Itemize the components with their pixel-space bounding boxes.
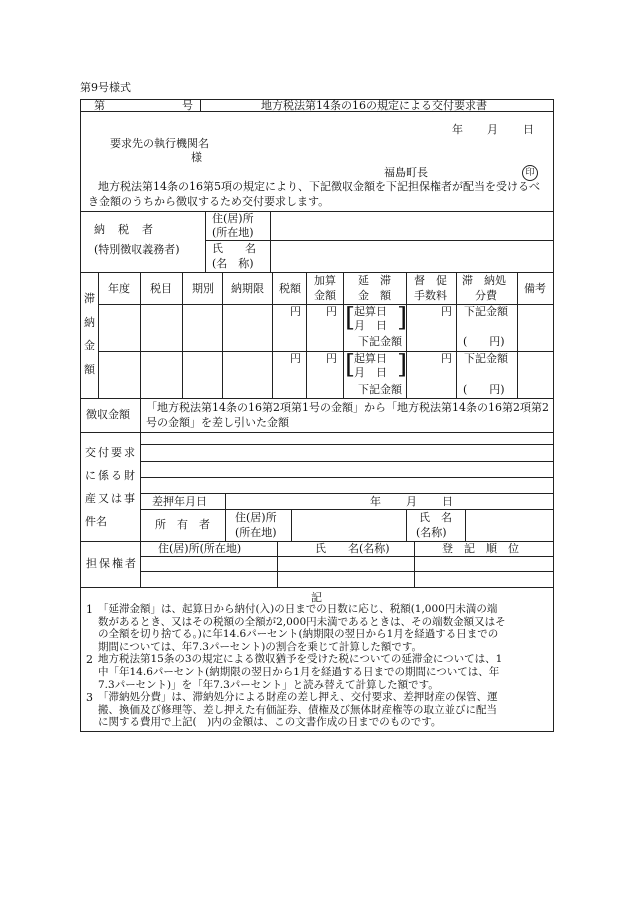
col-period: 期別 [192, 282, 214, 295]
note-2-num: 2 [86, 653, 93, 667]
vrule-arrears-9 [517, 272, 518, 398]
row1-additional-yen: 円 [326, 305, 337, 318]
col-delinquency-1: 延 滞 [358, 274, 391, 287]
taxpayer-sub-label: (特別徴収義務者) [94, 243, 180, 256]
taxpayer-name-sub: (名 称) [212, 257, 254, 270]
collection-label: 徴収金額 [86, 408, 130, 421]
arrears-side-3: 金 [84, 339, 95, 352]
vrule-owner-4 [465, 509, 466, 541]
rule-arrears-end [80, 398, 554, 399]
rule-taxpayer-end [80, 272, 554, 273]
col-demand-1: 督 促 [414, 274, 447, 287]
sender-name: 福島町長 [384, 166, 428, 179]
vrule-security-1 [277, 541, 278, 587]
rule-property-2 [140, 461, 554, 462]
taxpayer-name-label: 氏 名 [212, 242, 256, 255]
row2-additional-yen: 円 [326, 352, 337, 365]
vrule-arrears-3 [222, 272, 223, 398]
seizure-year: 年 [370, 495, 381, 508]
col-tax-amount: 税額 [279, 282, 301, 295]
date-day: 日 [523, 123, 534, 136]
owner-name-sub: (名称) [416, 526, 447, 539]
recipient-label: 要求先の執行機関名 [110, 137, 209, 150]
row1-bracket-left: [ [345, 303, 356, 333]
col-due-date: 納期限 [231, 282, 264, 295]
date-year: 年 [452, 123, 463, 136]
security-label: 担保権者 [86, 557, 138, 570]
note-1-num: 1 [86, 603, 93, 616]
rule-security-row1 [140, 571, 554, 572]
rule-seizure-top [140, 493, 554, 494]
note-2-line-1: 地方税法第15条の3の規定による徴収猶予を受けた税についての延滞金については、1 [98, 653, 503, 666]
vrule-owner-2 [291, 509, 292, 541]
note-3-line-1: 「滞納処分費」は、滞納処分による財産の差し押え、交付要求、差押財産の保管、運 [98, 691, 498, 704]
arrears-side-4: 額 [84, 363, 95, 376]
row2-bracket-left: [ [345, 350, 356, 380]
rule-security-header [140, 556, 554, 557]
owner-address-sub: (所在地) [235, 526, 277, 539]
vrule-arrears-4 [272, 272, 273, 398]
vrule-taxpayer-2 [270, 211, 271, 272]
row1-start-date: 起算日 [354, 305, 387, 318]
note-1-line-4: 期間については、年7.3パーセント)の割合を乗じて計算した額です。 [98, 640, 423, 653]
row1-tax-yen: 円 [290, 305, 301, 318]
recipient-honorific: 様 [191, 151, 202, 164]
vrule-security-label [140, 541, 141, 587]
row2-tax-yen: 円 [290, 352, 301, 365]
seizure-day: 日 [442, 495, 453, 508]
col-year: 年度 [108, 282, 130, 295]
security-rank-header: 登 記 順 位 [442, 542, 519, 555]
note-1-line-3: の全額を切り捨てる。)に年14.6パーセント(納期限の翌日から1月を経過する日までの [98, 628, 499, 641]
date-month: 月 [487, 123, 498, 136]
row1-disposal-yen: ( 円) [463, 335, 505, 348]
taxpayer-label: 納 税 者 [94, 223, 154, 236]
col-demand-2: 手数料 [414, 289, 447, 302]
form-number: 第9号様式 [80, 81, 131, 94]
row1-demand-yen: 円 [441, 305, 452, 318]
col-additional-2: 金額 [314, 289, 336, 302]
note-2-line-2: 中「年14.6パーセント(納期限の翌日から1月を経過する日までの期間については、年 [98, 666, 500, 678]
vrule-property-label [140, 432, 141, 541]
property-label-3: 産又は事 [85, 492, 137, 505]
arrears-side-2: 納 [84, 316, 95, 329]
note-3-line-2: 搬、換価及び修理等、差し押えた有価証券、債権及び無体財産権等の取立並びに配当 [98, 703, 497, 716]
property-label-2: に係る財 [85, 469, 137, 482]
note-3-num: 3 [86, 691, 93, 705]
seizure-month: 月 [406, 495, 417, 508]
vrule-security-2 [414, 541, 415, 587]
note-1-line-1: 「延滞金額」は、起算日から納付(入)の日までの日数に応じ、税額(1,000円未満の端 [98, 603, 498, 615]
taxpayer-address-sub: (所在地) [212, 226, 254, 239]
row2-month-day: 月 日 [354, 366, 387, 379]
owner-label: 所 有 者 [155, 518, 210, 531]
vrule-arrears-side [98, 272, 99, 398]
rule-property-1 [140, 444, 554, 445]
arrears-side-1: 滞 [84, 292, 95, 305]
row2-disposal-below: 下記金額 [464, 352, 508, 365]
security-address-header: 住(居)所(所在地) [158, 542, 242, 555]
col-delinquency-2: 金 額 [358, 289, 391, 302]
rule-collection-end [80, 432, 554, 433]
taxpayer-address-label: 住(居)所 [212, 212, 254, 225]
row1-bracket-right: ] [397, 303, 408, 333]
vrule-arrears-2 [182, 272, 183, 398]
property-label-4: 件名 [85, 515, 107, 528]
request-body: 地方税法第14条の16第5項の規定により、下記徴収金額を下記担保権者が配当を受けるべき金額のうちから徴収するため交付要求します。 [88, 180, 540, 208]
collection-text: 「地方税法第14条の16第2項第1号の金額」から「地方税法第14条の16第2項第2号の金額」を差し引いた金額 [146, 401, 549, 429]
rule-property-3 [140, 477, 554, 478]
rule-taxpayer-mid [205, 240, 554, 241]
rule-seizure-bottom [140, 509, 554, 510]
security-name-header: 氏 名(名称) [315, 542, 390, 555]
form-title: 地方税法第14条の16の規定による交付要求書 [261, 99, 487, 112]
vrule-owner-1 [225, 509, 226, 541]
col-disposal-2: 分費 [475, 289, 497, 302]
note-3-line-3: に関する費用で上記( )内の金額は、この文書作成の日までのものです。 [98, 716, 442, 729]
row1-month-day: 月 日 [354, 319, 387, 332]
property-label-1: 交付要求 [85, 446, 137, 459]
col-additional-1: 加算 [314, 274, 336, 287]
row2-bracket-right: ] [397, 350, 408, 380]
rule-address-end [80, 211, 554, 212]
row2-delinquency-below: 下記金額 [358, 383, 402, 396]
owner-name-label: 氏 名 [419, 511, 452, 524]
number-label: 第 [94, 99, 105, 112]
row2-start-date: 起算日 [354, 352, 387, 365]
vrule-taxpayer-1 [205, 211, 206, 272]
vrule-arrears-8 [456, 272, 457, 398]
row1-delinquency-below: 下記金額 [358, 335, 402, 348]
seizure-date-label: 差押年月日 [152, 495, 207, 508]
row1-disposal-below: 下記金額 [464, 305, 508, 318]
note-2-line-3: 7.3パーセント)」を「年7.3パーセント」と読み替えて計算した額です。 [98, 678, 439, 691]
vrule-owner-3 [406, 509, 407, 541]
number-suffix: 号 [182, 99, 193, 112]
vrule-header [200, 99, 201, 111]
vrule-arrears-1 [140, 272, 141, 398]
vrule-collection [140, 398, 141, 432]
col-remarks: 備考 [524, 282, 546, 295]
col-tax-item: 税目 [150, 282, 172, 295]
owner-address-label: 住(居)所 [235, 511, 277, 524]
seal-mark: 印 [522, 165, 538, 181]
rule-security-end [80, 587, 554, 588]
row2-demand-yen: 円 [441, 352, 452, 365]
col-disposal-1: 滞 納処 [462, 274, 506, 287]
vrule-arrears-5 [306, 272, 307, 398]
vrule-seizure [225, 493, 226, 509]
vrule-arrears-6 [343, 272, 344, 398]
row2-disposal-yen: ( 円) [463, 383, 505, 396]
note-1-line-2: 数があるとき、又はその税額の全額が2,000円未満であるときは、その端数金額又はそ [98, 615, 506, 628]
notes-heading: 記 [311, 591, 322, 604]
